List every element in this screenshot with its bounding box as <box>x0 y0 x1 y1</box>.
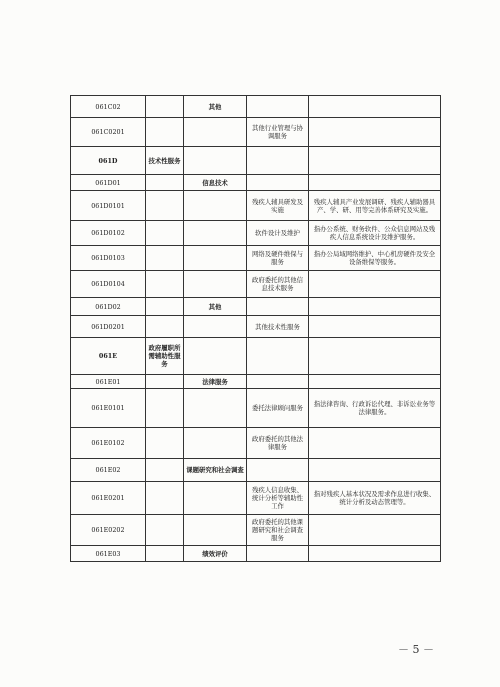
cell-level2 <box>146 428 184 459</box>
cell-code: 061C0201 <box>71 118 146 147</box>
cell-code: 061E02 <box>71 459 146 482</box>
cell-description <box>309 546 441 562</box>
table-row <box>71 175 441 191</box>
cell-level4 <box>247 96 309 118</box>
cell-level2 <box>146 375 184 389</box>
cell-code: 061D01 <box>71 175 146 191</box>
cell-level3 <box>184 482 247 515</box>
cell-level2 <box>146 191 184 221</box>
cell-level2 <box>146 118 184 147</box>
cell-level2 <box>146 482 184 515</box>
cell-level3: 其他 <box>184 96 247 118</box>
cell-level4: 软件设计及维护 <box>247 221 309 246</box>
cell-level3 <box>184 221 247 246</box>
cell-code: 061D0103 <box>71 246 146 271</box>
cell-level3 <box>184 389 247 428</box>
cell-level3: 课题研究和社会调查 <box>184 459 247 482</box>
cell-level2 <box>146 221 184 246</box>
cell-level2 <box>146 96 184 118</box>
cell-level3: 信息技术 <box>184 175 247 191</box>
table-row <box>71 482 441 515</box>
table-row <box>71 147 441 175</box>
cell-level2 <box>146 316 184 338</box>
cell-level4: 政府委托的其他法律服务 <box>247 428 309 459</box>
cell-code: 061E0102 <box>71 428 146 459</box>
cell-code: 061E <box>71 338 146 375</box>
cell-level2 <box>146 515 184 546</box>
cell-description <box>309 428 441 459</box>
cell-level3 <box>184 428 247 459</box>
table-row <box>71 271 441 298</box>
cell-description <box>309 375 441 389</box>
cell-level3 <box>184 191 247 221</box>
cell-level4: 残疾人信息收集、统计分析等辅助性工作 <box>247 482 309 515</box>
cell-level2 <box>146 298 184 316</box>
cell-level3 <box>184 147 247 175</box>
cell-level2 <box>146 389 184 428</box>
cell-code: 061E0101 <box>71 389 146 428</box>
cell-level3 <box>184 271 247 298</box>
cell-level2: 技术性服务 <box>146 147 184 175</box>
table-row <box>71 118 441 147</box>
cell-description: 残疾人辅具产业发展调研、残疾人辅助器具产、学、研、用等完善体系研究及实施。 <box>309 191 441 221</box>
table-row <box>71 389 441 428</box>
cell-description <box>309 298 441 316</box>
cell-description: 指对残疾人基本状况及需求作息进行收集、统计分析及动态管理等。 <box>309 482 441 515</box>
cell-code: 061C02 <box>71 96 146 118</box>
cell-description <box>309 515 441 546</box>
cell-code: 061E01 <box>71 375 146 389</box>
cell-description <box>309 147 441 175</box>
table-row <box>71 338 441 375</box>
cell-level4 <box>247 338 309 375</box>
cell-code: 061D <box>71 147 146 175</box>
cell-level2 <box>146 459 184 482</box>
cell-description: 指法律咨询、行政诉讼代理、非诉讼业务等法律服务。 <box>309 389 441 428</box>
page-number: － 5 － <box>398 643 434 656</box>
cell-code: 061D0104 <box>71 271 146 298</box>
cell-description <box>309 459 441 482</box>
cell-level3 <box>184 338 247 375</box>
table-row <box>71 375 441 389</box>
cell-description <box>309 271 441 298</box>
cell-code: 061E03 <box>71 546 146 562</box>
cell-level4: 政府委托的其他课题研究和社会调查服务 <box>247 515 309 546</box>
cell-description <box>309 118 441 147</box>
cell-level2 <box>146 271 184 298</box>
cell-level4: 政府委托的其他信息技术服务 <box>247 271 309 298</box>
cell-level2 <box>146 175 184 191</box>
cell-level3 <box>184 118 247 147</box>
cell-level4 <box>247 459 309 482</box>
cell-level4 <box>247 375 309 389</box>
table-row <box>71 191 441 221</box>
cell-level2 <box>146 546 184 562</box>
table-row <box>71 246 441 271</box>
table-row <box>71 96 441 118</box>
cell-level4: 残疾人辅具研发及实施 <box>247 191 309 221</box>
table-row <box>71 459 441 482</box>
cell-description <box>309 316 441 338</box>
cell-level3: 绩效评价 <box>184 546 247 562</box>
table-row <box>71 515 441 546</box>
table-row <box>71 428 441 459</box>
cell-level4 <box>247 546 309 562</box>
cell-description <box>309 175 441 191</box>
cell-description: 指办公系统、财务软件、公众信息网站及残疾人信息系统设计及维护服务。 <box>309 221 441 246</box>
cell-level4: 其他行业管理与协调服务 <box>247 118 309 147</box>
cell-level4: 其他技术性服务 <box>247 316 309 338</box>
cell-code: 061D02 <box>71 298 146 316</box>
cell-level2: 政府履职所需辅助性服务 <box>146 338 184 375</box>
cell-level4: 网络及硬件维保与服务 <box>247 246 309 271</box>
cell-level3: 其他 <box>184 298 247 316</box>
cell-description: 指办公局域网络维护、中心机房硬件及安全设备维保等服务。 <box>309 246 441 271</box>
cell-level3 <box>184 316 247 338</box>
table-row <box>71 298 441 316</box>
cell-level4 <box>247 147 309 175</box>
cell-level2 <box>146 246 184 271</box>
service-catalog-table <box>70 95 441 562</box>
cell-level3 <box>184 246 247 271</box>
table-row <box>71 316 441 338</box>
cell-level3: 法律服务 <box>184 375 247 389</box>
cell-level3 <box>184 515 247 546</box>
cell-description <box>309 338 441 375</box>
cell-code: 061D0102 <box>71 221 146 246</box>
cell-code: 061D0201 <box>71 316 146 338</box>
cell-level4: 委托法律顾问服务 <box>247 389 309 428</box>
cell-level4 <box>247 175 309 191</box>
cell-code: 061E0202 <box>71 515 146 546</box>
cell-level4 <box>247 298 309 316</box>
cell-code: 061E0201 <box>71 482 146 515</box>
table-row <box>71 546 441 562</box>
table-row <box>71 221 441 246</box>
cell-code: 061D0101 <box>71 191 146 221</box>
cell-description <box>309 96 441 118</box>
